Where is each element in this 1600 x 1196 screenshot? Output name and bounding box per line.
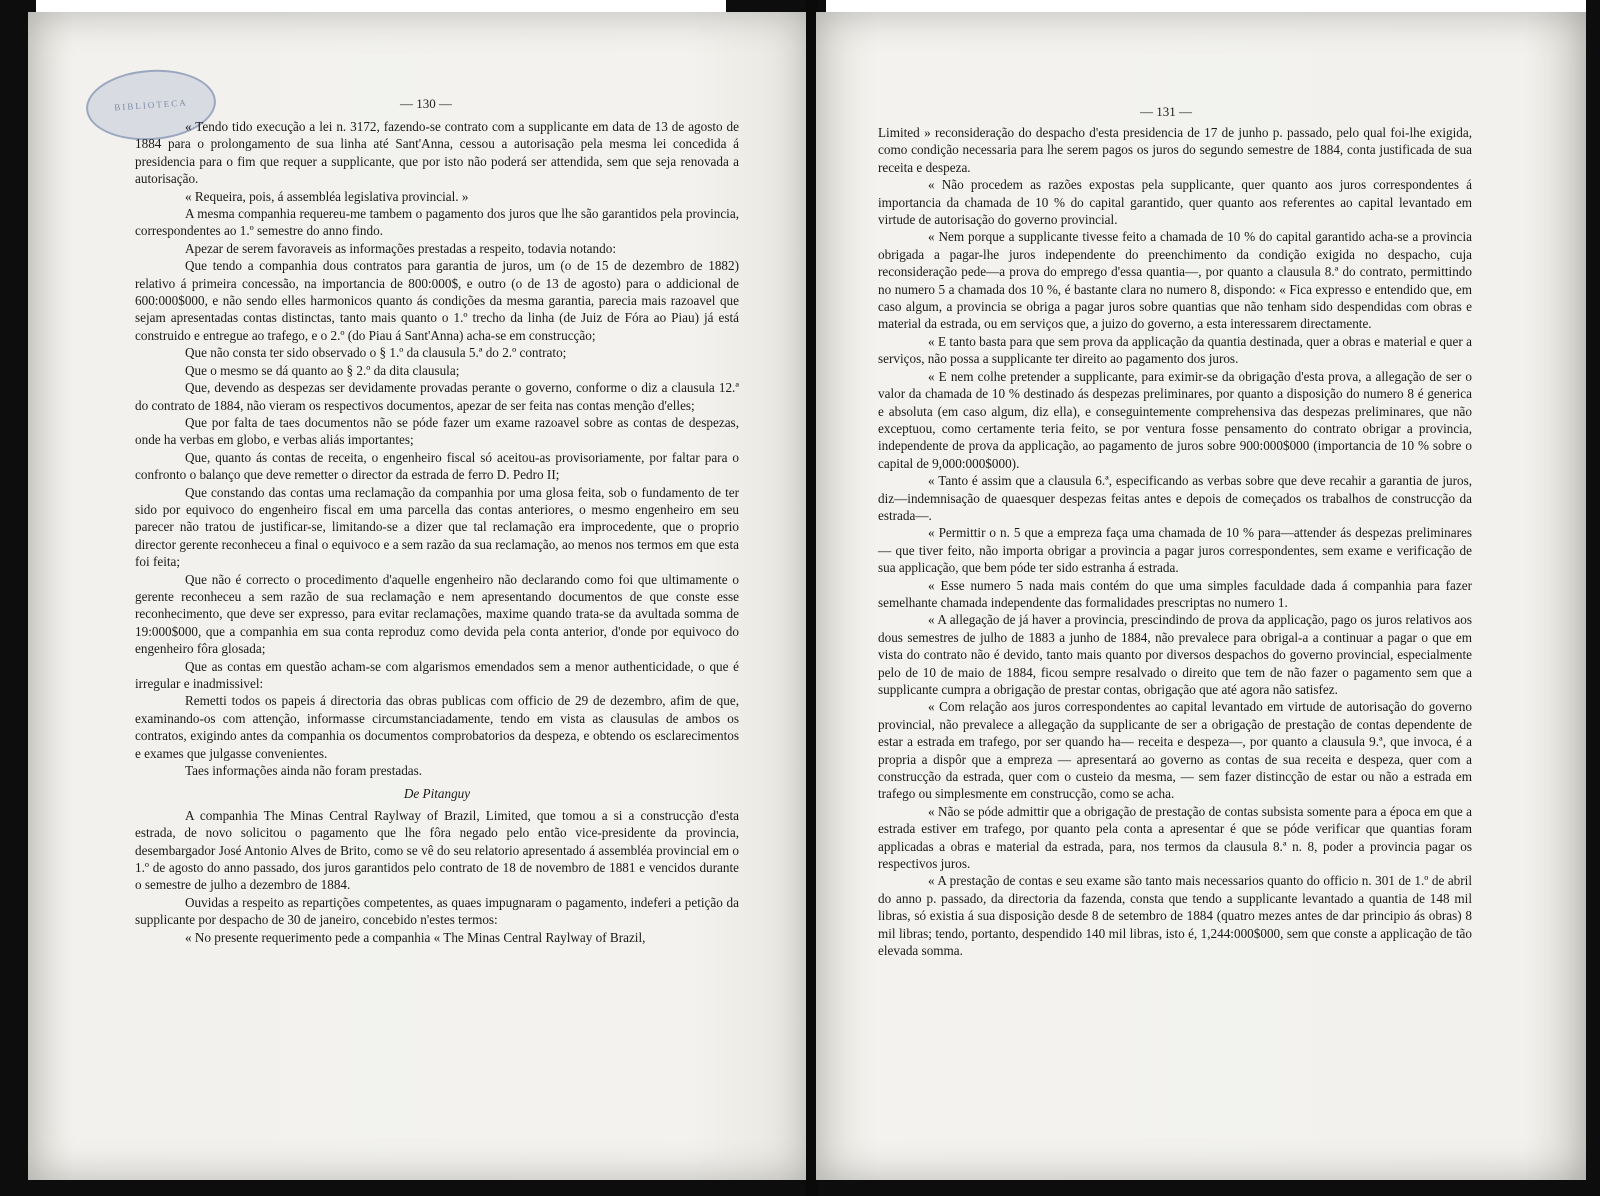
left-page <box>28 12 808 1180</box>
paragraph: « E tanto basta para que sem prova da applicação da quantia destinada, quer a obras e material e quer a serviços, não possa a supplicante ter direito ao pagamento dos juros. <box>878 333 1472 367</box>
paragraph: « Tendo tido execução a lei n. 3172, fazendo-se contrato com a supplicante em data de 13 de agosto de 1884 para o prolongamento de sua linha até Sant'Anna, cessou a autorisação pela mesma lei concedida á presidencia para o fim que requer a supplicante, que por isto não poderá ser attendida, sem que seja renovada a autorisação. <box>135 119 739 187</box>
paragraph: « A prestação de contas e seu exame são tanto mais necessarios quanto do officio n. 301 de 1.º de abril do anno p. passado, da directoria da fazenda, consta que tendo a supplicante levantado a quantia de 148 mil libras, só existia á sua disposição desde 8 de setembro de 1884 (quatro mezes antes de dar principio ás obras) 8 mil libras; tendo, portanto, despendido 140 mil libras, isto é, 1,244:000$000, sem que conste a applicação de tão elevada somma. <box>878 873 1472 959</box>
page-number: — 131 — <box>1140 104 1192 119</box>
right-page <box>816 12 1586 1180</box>
paragraph: « Nem porque a supplicante tivesse feito a chamada de 10 % do capital garantido acha-se a provincia obrigada a pagar-lhe juros independente do preenchimento da condição exigida no despacho, cuja reconsideração pede—a prova do emprego d'essa quantia—, por quanto a clausula 8.ª do contrato, permittindo no numero 5 a chamada dos 10 %, é bastante clara no numero 8, dispondo: « Fica expresso e entendido que, em caso algum, a provincia se obriga a pagar juros sobre quantias que não tenham sido despendidas com obras e material da estrada, ou em serviços que, a juizo do governo, a esta interessarem directamente. <box>878 229 1472 332</box>
paragraph: Que não é correcto o procedimento d'aquelle engenheiro não declarando como foi que ultimamente o gerente reconheceu a sem razão de sua reclamação e nem apresentando documentos de que conste esse reconhecimento, que deve ser expresso, para evitar reclamações, maxime quando trata-se da avultada somma de 19:000$000, que a companhia em sua conta reproduz como devida pela conta anterior, d'onde por equivoco do engenheiro fôra glosada; <box>135 571 739 657</box>
page-number: — 130 — <box>400 96 452 111</box>
right-page-body <box>878 124 1472 960</box>
paragraph: Ouvidas a respeito as repartições competentes, as quaes impugnaram o pagamento, indeferi a petição da supplicante por despacho de 30 de janeiro, concebido n'estes termos: <box>135 894 739 928</box>
paragraph: Que tendo a companhia dous contratos para garantia de juros, um (o de 15 de dezembro de 1882) relativo á primeira concessão, na importancia de 800:000$, e outro (o de 13 de agosto) para o addicional de 600:000$000, e não sendo elles harmonicos quanto ás condições da mesma garantia, parecia mais razoavel que sejam apresentadas contas distinctas, tanto mais quanto o 1.º trecho da linha (de Juiz de Fóra ao Piau) já está construido e entregue ao trafego, e o 2.º (do Piau á Sant'Anna) acha-se em construcção; <box>135 258 739 343</box>
paragraph: « Tanto é assim que a clausula 6.ª, especificando as verbas sobre que deve recahir a garantia de juros, diz—indemnisação de quaesquer despezas feitas antes e depois de começados os trabalhos de construcção da estrada—. <box>878 473 1472 523</box>
section-heading: De Pitanguy <box>403 786 471 802</box>
paragraph: Que, quanto ás contas de receita, o engenheiro fiscal só aceitou-as provisoriamente, por faltar para o confronto o balanço que deve remetter o director da estrada de ferro D. Pedro II; <box>135 449 739 483</box>
paragraph: « No presente requerimento pede a companhia « The Minas Central Raylway of Brazil, <box>185 929 646 945</box>
paragraph: A mesma companhia requereu-me tambem o pagamento dos juros que lhe são garantidos pela provincia, correspondentes ao 1.º semestre do anno findo. <box>135 206 739 239</box>
paragraph: « Requeira, pois, á assembléa legislativa provincial. » <box>185 188 469 204</box>
library-stamp: BIBLIOTECA <box>84 66 219 145</box>
paragraph: A companhia The Minas Central Raylway of Brazil, Limited, que tomou a si a construcção d'esta estrada, de novo solicitou o pagamento que lhe fôra negado pelo então vice-presidente da provincia, desembargador José Antonio Alves de Brito, como se vê do seu relatorio apresentado á assembléa provincial em o 1.º de agosto do anno passado, dos juros garantidos pelo contrato de 18 de novembro de 1881 e vencidos durante o semestre de julho a dezembro de 1884. <box>135 807 739 893</box>
paragraph: Que, devendo as despezas ser devidamente provadas perante o governo, conforme o diz a clausula 12.ª do contrato de 1884, não vieram os respectivos documentos, apezar de ser feita nas contas menção d'elles; <box>135 380 739 413</box>
paragraph: Remetti todos os papeis á directoria das obras publicas com officio de 29 de dezembro, afim de que, examinando-os com attenção, informasse circumstanciadamente, tendo em vista as clausulas de ambos os contratos, exigindo antes da companhia os documentos comprobatorios da despeza, e obtendo os esclarecimentos e exames que julgasse convenientes. <box>135 693 739 761</box>
paragraph: Que constando das contas uma reclamação da companhia por uma glosa feita, sob o fundamento de ter sido por equivoco do engenheiro fiscal em uma parcella das contas anteriores, o mesmo engenheiro em seu parecer não tratou de justificar-se, limitando-se a dizer que tal reclamação era improcedente, que o proprio director gerente reconheceu a final o equivoco e a sem razão da sua reclamação, ao menos nos termos em que esta foi feita; <box>135 484 739 570</box>
paragraph: Taes informações ainda não foram prestadas. <box>185 763 423 779</box>
paragraph: « Permittir o n. 5 que a empreza faça uma chamada de 10 % para—attender ás despezas preliminares — que tiver feito, não importa obrigar a provincia a pagar juros correspondentes, sem exame e verificação de sua applicação, que bem póde ter sido estranha á estrada. <box>878 525 1472 576</box>
paragraph: Que as contas em questão acham-se com algarismos emendados sem a menor authenticidade, o que é irregular e inadmissivel: <box>135 658 739 691</box>
paragraph: Limited » reconsideração do despacho d'esta presidencia de 17 de junho p. passado, pelo qual foi-lhe exigida, como condição necessaria para lhe serem pagos os juros do segundo semestre de 1884, conta justificada de sua receita e despeza. <box>878 125 1472 175</box>
paragraph: Que o mesmo se dá quanto ao § 2.º da dita clausula; <box>185 362 460 378</box>
paragraph: Apezar de serem favoraveis as informações prestadas a respeito, todavia notando: <box>185 240 616 256</box>
paragraph: « E nem colhe pretender a supplicante, para eximir-se da obrigação d'esta prova, a allegação de ser o valor da chamada de 10 % destinado ás despezas preliminares, por quanto a disposição do numero 8 é generica e absoluta (em caso algum, diz ella), e conseguintemente comprehensiva das despezas preliminares, que não exceptuou, como certamente teria feito, se por ventura fosse pensamento do contrato obrigar a provincia, independente de prova da applicação, ao pagamento de juros sobre 900:000$000 (importancia de 10 % sobre o capital de 9,000:000$000). <box>878 368 1472 471</box>
paragraph: « Com relação aos juros correspondentes ao capital levantado em virtude de autorisação do governo provincial, não prevalece a allegação da supplicante de ser a obrigação de prestação de contas dependente de estar a estrada em trafego, por ser quando ha— receita e despeza—, por quanto a clausula 9.ª, que invoca, é a propria a dispôr que a empreza — apresentará ao governo as contas de sua receita e despeza, quer com a construcção da estrada, quer com o custeio da mesma, — sem fazer distincção de estar ou não a estrada em trafego ou simplesmente em construcção, como se acha. <box>878 699 1472 802</box>
paragraph: Que não consta ter sido observado o § 1.º da clausula 5.ª do 2.º contrato; <box>185 345 567 361</box>
left-page-body <box>135 118 739 946</box>
paragraph: « A allegação de já haver a provincia, prescindindo de prova da applicação, pago os juros relativos aos dous semestres de julho de 1883 a junho de 1884, não prevalece para obrigal-a a continuar a pagar o que em vista do contrato não é devido, tanto mais quanto por diversos despachos do governo provincial, especialmente pelo de 10 de maio de 1884, ficou sempre resalvado o direito que tem de não fazer o pagamento sem que a supplicante cumpra a obrigação de prestar contas, obrigação que até agora não satisfez. <box>878 612 1472 697</box>
paragraph: « Não procedem as razões expostas pela supplicante, quer quanto aos juros correspondentes á importancia da chamada de 10 % do capital garantido, quer quanto aos referentes ao capital levantado em virtude de autorisação do governo provincial. <box>878 177 1472 228</box>
paragraph: « Esse numero 5 nada mais contém do que uma simples faculdade dada á companhia para fazer semelhante chamada independente das formalidades prescriptas no numero 1. <box>878 577 1472 610</box>
paragraph: Que por falta de taes documentos não se póde fazer um exame razoavel sobre as contas de despezas, onde ha verbas em globo, e verbas aliás importantes; <box>135 414 739 448</box>
paragraph: « Não se póde admittir que a obrigação de prestação de contas subsista somente para a época em que a estrada estiver em trafego, por quanto pela conta a apresentar é que se póde verificar que quantias foram applicadas a obras e material da estrada, para, nos termos da clausula 8.ª n. 8, poder a provincia pagar os respectivos juros. <box>878 803 1472 872</box>
